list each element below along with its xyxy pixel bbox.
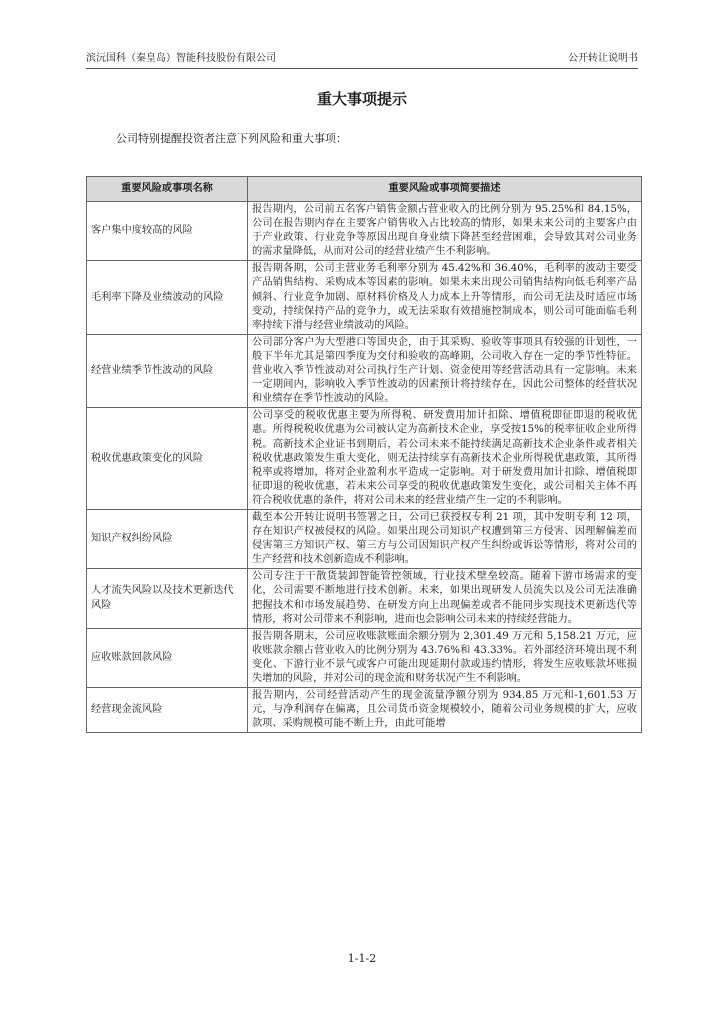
risk-description: 报告期各期末，公司应收账款账面余额分别为 2,301.49 万元和 5,158.21 万元，应收账款余额占营业收入的比例分别为 43.76%和 43.33%。若外部经济环境出现不利变化、下游行业不景气或客户可能出现延期付款或违约情形，将发生应收账款坏账损失增加的风险，并对公司的现金流和财务状况产生不利影响。 <box>248 628 642 687</box>
risk-table <box>86 176 642 733</box>
risk-description: 公司专注于干散货装卸智能管控领域，行业技术壁垒较高。随着下游市场需求的变化，公司需要不断地进行技术创新。未来，如果出现研发人员流失以及公司无法准确把握技术和市场发展趋势、在研发方向上出现偏差或者不能同步实现技术更新迭代等情形，将对公司带来不利影响，进而也会影响公司未来的持续经营能力。 <box>248 569 642 628</box>
column-header-name: 重要风险或事项名称 <box>87 177 248 202</box>
risk-description: 截至本公开转让说明书签署之日，公司已获授权专利 21 项，其中发明专利 12 项，存在知识产权被侵权的风险。如果出现公司知识产权遭到第三方侵害、因理解偏差而侵害第三方知识产权、第三方与公司因知识产权产生纠纷或诉讼等情形，将对公司的生产经营和技术创新造成不利影响。 <box>248 509 642 568</box>
table-row <box>87 408 642 510</box>
risk-description: 报告期各期，公司主营业务毛利率分别为 45.42%和 36.40%，毛利率的波动主要受产品销售结构、采购成本等因素的影响。如果未来出现公司销售结构向低毛利率产品倾斜、行业竞争加剧、原材料价格及人力成本上升等情形，而公司无法及时适应市场变动，持续保持产品的竞争力，或无法采取有效措施控制成本，则公司可能面临毛利率持续下滑与经营业绩波动的风险。 <box>248 261 642 334</box>
risk-description: 报告期内，公司前五名客户销售金额占营业收入的比例分别为 95.25%和 84.15%，公司在报告期内存在主要客户销售收入占比较高的情形，如果未来公司的主要客户由于产业政策、行业竞争等原因出现自身业绩下降甚至经营困难，会导致其对公司业务的需求量降低，从而对公司的经营业绩产生不利影响。 <box>248 202 642 261</box>
risk-name: 知识产权纠纷风险 <box>87 509 248 568</box>
table-row <box>87 569 642 628</box>
table-row <box>87 202 642 261</box>
column-header-description: 重要风险或事项简要描述 <box>248 177 642 202</box>
risk-name: 经营现金流风险 <box>87 688 248 733</box>
risk-description: 公司部分客户为大型港口等国央企，由于其采购、验收等事项具有较强的计划性，一般下半年尤其是第四季度为交付和验收的高峰期，公司收入存在一定的季节性特征。营业收入季节性波动对公司执行生产计划、资金使用等经营活动具有一定影响。未来一定期间内，影响收入季节性波动的因素预计将持续存在，因此公司整体的经营状况和业绩存在季节性波动的风险。 <box>248 334 642 407</box>
table-row <box>87 688 642 733</box>
header-company-name: 滨沅国科（秦皇岛）智能科技股份有限公司 <box>86 53 276 64</box>
intro-paragraph: 公司特别提醒投资者注意下列风险和重大事项： <box>116 132 347 145</box>
risk-name: 人才流失风险以及技术更新迭代风险 <box>87 569 248 628</box>
risk-description: 报告期内，公司经营活动产生的现金流量净额分别为 934.85 万元和-1,601.53 万元，与净利润存在偏离，且公司货币资金规模较小，随着公司业务规模的扩大，应收款项、采购规模可能不断上升，由此可能增 <box>248 688 642 733</box>
table-row <box>87 628 642 687</box>
risk-name: 经营业绩季节性波动的风险 <box>87 334 248 407</box>
risk-description: 公司享受的税收优惠主要为所得税、研发费用加计扣除、增值税即征即退的税收优惠。所得税税收优惠为公司被认定为高新技术企业，享受按15%的税率征收企业所得税。高新技术企业证书到期后，若公司未来不能持续满足高新技术企业条件或者相关税收优惠政策发生重大变化，则无法持续享有高新技术企业所得税优惠政策，其所得税率或将增加，将对企业盈利水平造成一定影响。对于研发费用加计扣除、增值税即征即退的税收优惠，若未来公司享受的税收优惠政策发生变化，或公司相关主体不再符合税收优惠的条件，将对公司未来的经营业绩产生一定的不利影响。 <box>248 408 642 510</box>
page-number: 1-1-2 <box>347 952 377 965</box>
risk-name: 应收账款回款风险 <box>87 628 248 687</box>
risk-name: 税收优惠政策变化的风险 <box>87 408 248 510</box>
risk-name: 毛利率下降及业绩波动的风险 <box>87 261 248 334</box>
header-document-type: 公开转让说明书 <box>568 53 638 64</box>
page-header <box>86 50 638 69</box>
table-row <box>87 509 642 568</box>
page-title: 重大事项提示 <box>316 90 407 108</box>
table-row <box>87 334 642 407</box>
table-row <box>87 261 642 334</box>
table-header-row <box>87 177 642 202</box>
risk-name: 客户集中度较高的风险 <box>87 202 248 261</box>
